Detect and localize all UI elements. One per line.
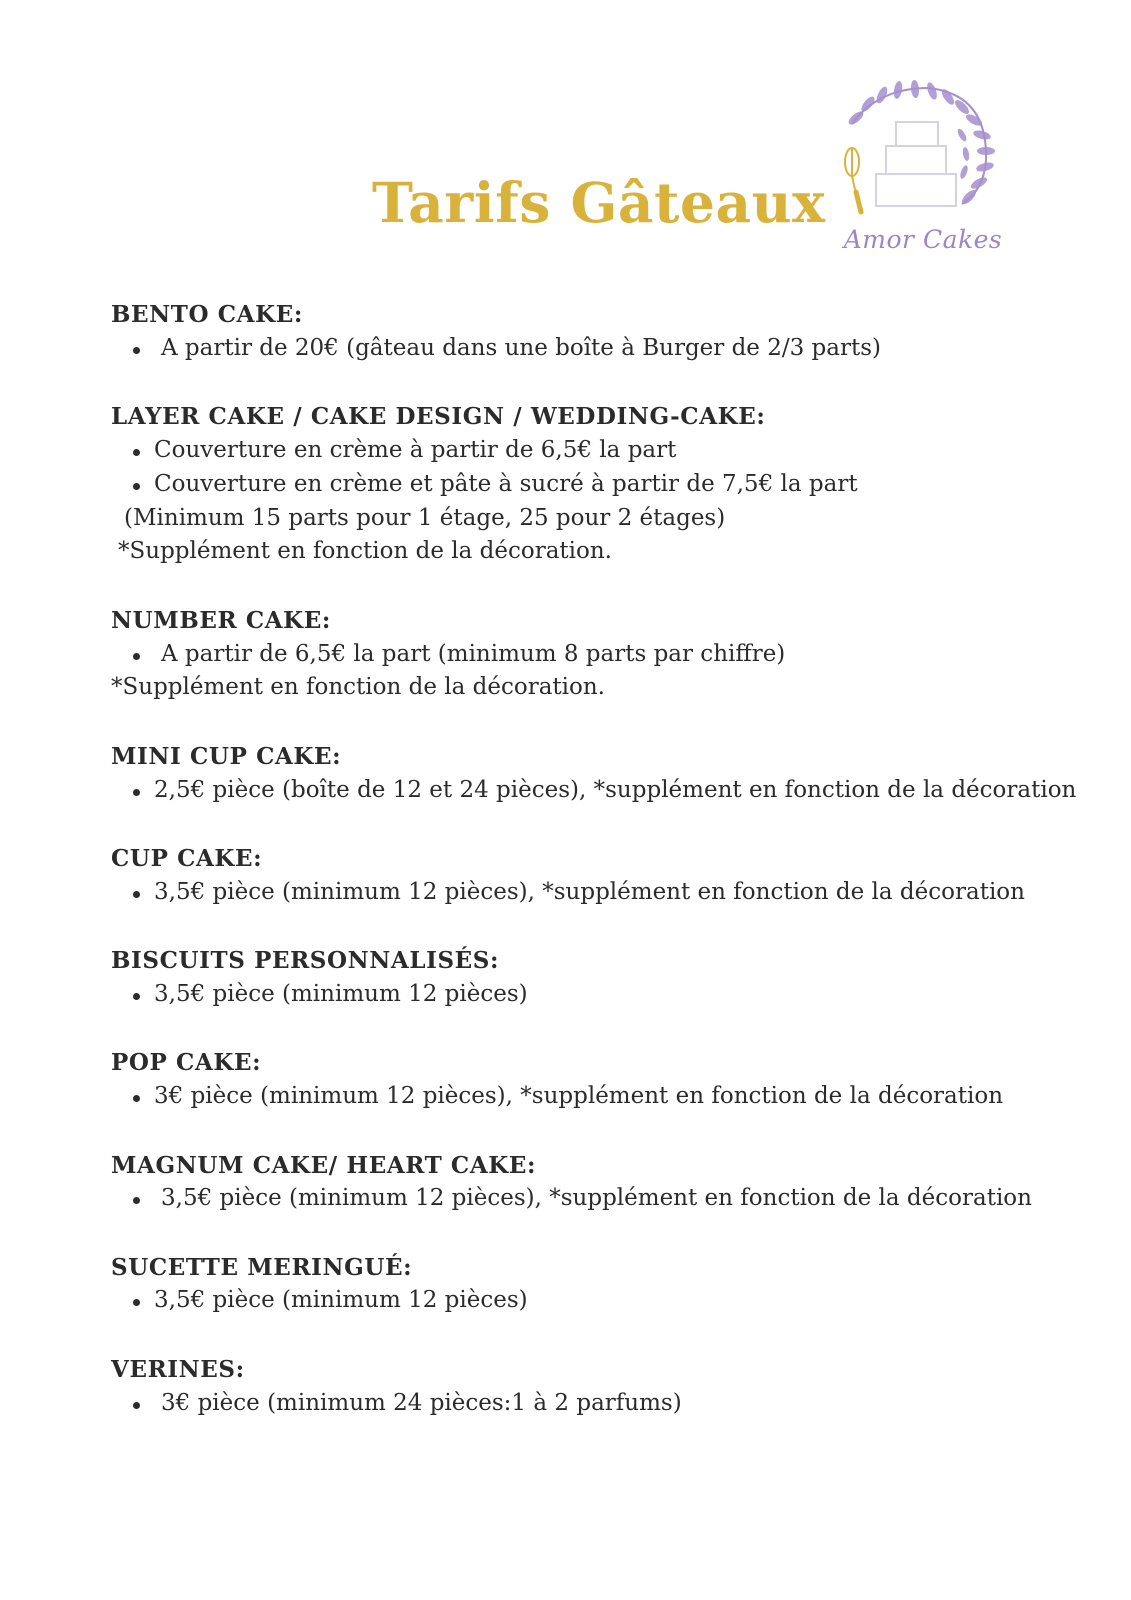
section-heading: MINI CUP CAKE: xyxy=(111,742,342,770)
section-heading: LAYER CAKE / CAKE DESIGN / WEDDING-CAKE: xyxy=(111,403,766,431)
section-number-cake xyxy=(111,604,1031,705)
section-heading: NUMBER CAKE: xyxy=(111,606,331,634)
section-layer-cake xyxy=(111,400,1031,569)
section-bento-cake xyxy=(111,298,1031,366)
section-cup-cake xyxy=(111,842,1031,910)
section-heading: SUCETTE MERINGUÉ: xyxy=(111,1253,413,1281)
list-item: 3€ pièce (minimum 12 pièces), *supplément en fonction de la décoration xyxy=(111,1080,1031,1114)
note: (Minimum 15 parts pour 1 étage, 25 pour 2 étages) xyxy=(124,504,726,531)
list-item: 3,5€ pièce (minimum 12 pièces) xyxy=(111,1284,1031,1318)
section-heading: CUP CAKE: xyxy=(111,844,263,872)
list-item: 3€ pièce (minimum 24 pièces:1 à 2 parfums) xyxy=(111,1387,1031,1421)
note: *Supplément en fonction de la décoration. xyxy=(111,674,605,701)
section-heading: MAGNUM CAKE/ HEART CAKE: xyxy=(111,1151,537,1179)
section-heading: POP CAKE: xyxy=(111,1049,262,1077)
note: *Supplément en fonction de la décoration. xyxy=(118,538,612,565)
list-item: Couverture en crème et pâte à sucré à partir de 7,5€ la part xyxy=(111,468,1031,502)
list-item: A partir de 6,5€ la part (minimum 8 parts par chiffre) xyxy=(111,638,1031,672)
price-list xyxy=(111,298,1077,1455)
section-biscuits xyxy=(111,944,1031,1012)
laurel-cake-whisk-icon xyxy=(838,80,1008,230)
section-sucette-meringue xyxy=(111,1251,1031,1319)
list-item: A partir de 20€ (gâteau dans une boîte à Burger de 2/3 parts) xyxy=(111,332,1031,366)
section-mini-cup-cake xyxy=(111,740,1077,808)
list-item: 3,5€ pièce (minimum 12 pièces), *supplément en fonction de la décoration xyxy=(111,876,1031,910)
section-heading: BISCUITS PERSONNALISÉS: xyxy=(111,947,500,975)
page-title: Tarifs Gâteaux xyxy=(372,170,826,235)
list-item: 3,5€ pièce (minimum 12 pièces) xyxy=(111,978,1031,1012)
section-verines xyxy=(111,1353,1031,1421)
list-item: Couverture en crème à partir de 6,5€ la part xyxy=(111,434,1031,468)
section-heading: VERINES: xyxy=(111,1355,245,1383)
list-item: 2,5€ pièce (boîte de 12 et 24 pièces), *supplément en fonction de la décoration xyxy=(111,774,1031,808)
list-item: 3,5€ pièce (minimum 12 pièces), *supplément en fonction de la décoration xyxy=(111,1182,1031,1216)
amor-cakes-logo xyxy=(838,80,1008,260)
section-magnum-cake xyxy=(111,1149,1031,1217)
section-pop-cake xyxy=(111,1046,1031,1114)
logo-text: Amor Cakes xyxy=(843,225,1003,254)
section-heading: BENTO CAKE: xyxy=(111,301,303,328)
